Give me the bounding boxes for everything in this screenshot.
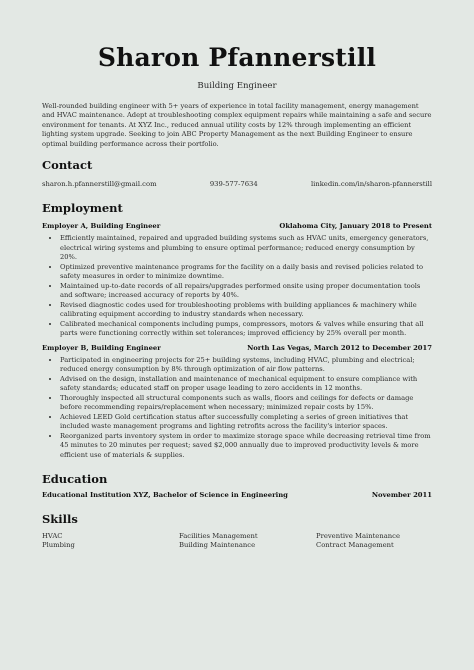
contact-row — [42, 180, 432, 189]
contact-heading: Contact — [42, 158, 93, 173]
job-header — [42, 222, 432, 231]
skill-item: HVAC — [42, 532, 63, 541]
skill-item: Facilities Management — [179, 532, 258, 541]
job-employer-title: Employer B, Building Engineer — [42, 343, 161, 352]
candidate-name: Sharon Pfannerstill — [97, 43, 377, 72]
skills-grid — [42, 532, 432, 550]
job-bullet: • Calibrated mechanical components including pumps, compressors, motors & valves while ensuring that all parts were functioning correctly within set tolerances; improved efficiency by 25% overall per month. — [60, 320, 432, 339]
job-bullet: • Optimized preventive maintenance programs for the facility on a daily basis and revised policies related to safety measures in order to minimize downtime. — [60, 263, 432, 282]
job-bullet: • Advised on the design, installation and maintenance of mechanical equipment to ensure compliance with safety standards; educated staff on proper usage leading to zero accidents in 12 months. — [60, 375, 432, 394]
education-heading: Education — [42, 472, 108, 487]
education-entry: Educational Institution XYZ, Bachelor of Science in Engineering — [42, 491, 288, 500]
email-link[interactable]: sharon.h.pfannerstill@gmail.com — [42, 180, 157, 189]
job-bullet: • Revised diagnostic codes used for troubleshooting problems with building appliances & machinery while calibrating equipment according to industry standards when necessary. — [60, 301, 432, 320]
job-bullet: • Achieved LEED Gold certification status after successfully completing a series of green initiatives that included waste management programs and lighting retrofits across the facility's interior spaces. — [60, 413, 432, 432]
phone-number: 939-577-7634 — [209, 180, 258, 189]
job-location-dates: Oklahoma City, January 2018 to Present — [279, 222, 432, 231]
education-row — [42, 491, 432, 500]
job-bullet: • Maintained up-to-date records of all repairs/upgrades performed onsite using proper documentation tools and software; increased accuracy of reports by 40%. — [60, 282, 432, 301]
job-bullets — [42, 234, 432, 339]
summary-paragraph: Well-rounded building engineer with 5+ years of experience in total facility management, energy management and HVAC maintenance. Adept at troubleshooting complex equipment repairs while maintaining a safe and secure environment for tenants. At XYZ Inc., reduced annual utility costs by 12% through implementing an efficient lighting system upgrade. Seeking to join ABC Property Management as the next Building Engineer to ensure optimal building performance across their portfolio. — [42, 102, 432, 148]
education-date: November 2011 — [371, 491, 432, 500]
skill-item: Preventive Maintenance — [316, 532, 400, 541]
skill-item: Contract Management — [316, 541, 394, 550]
job-bullet: • Thoroughly inspected all structural components such as walls, floors and ceilings for defects or damage before recommending repairs/replacement when necessary; minimized repair costs by 15%. — [60, 394, 432, 413]
job-bullet: • Efficiently maintained, repaired and upgraded building systems such as HVAC units, emergency generators, electrical wiring systems and plumbing to ensure optimal performance; reduced energy consumption by 20%. — [60, 234, 432, 263]
job-bullets — [42, 356, 432, 461]
skill-item: Building Maintenance — [179, 541, 256, 550]
job-bullet: • Participated in engineering projects for 25+ building systems, including HVAC, plumbing and electrical; reduced energy consumption by 8% through optimization of air flow patterns. — [60, 356, 432, 375]
job-employer-title: Employer A, Building Engineer — [42, 222, 161, 231]
job-bullet: • Reorganized parts inventory system in order to maximize storage space while decreasing retrieval time from 45 minutes to 20 minutes per request; saved $2,000 annually due to improved productivity levels & more efficient use of materials & supplies. — [60, 432, 432, 461]
linkedin-link[interactable]: linkedin.com/in/sharon-pfannerstill — [310, 180, 432, 189]
job-title: Building Engineer — [197, 81, 277, 91]
job-location-dates: North Las Vegas, March 2012 to December 2017 — [247, 343, 432, 352]
skills-heading: Skills — [42, 512, 78, 527]
skill-item: Plumbing — [42, 541, 75, 550]
employment-heading: Employment — [42, 201, 123, 216]
job-header — [42, 344, 432, 353]
